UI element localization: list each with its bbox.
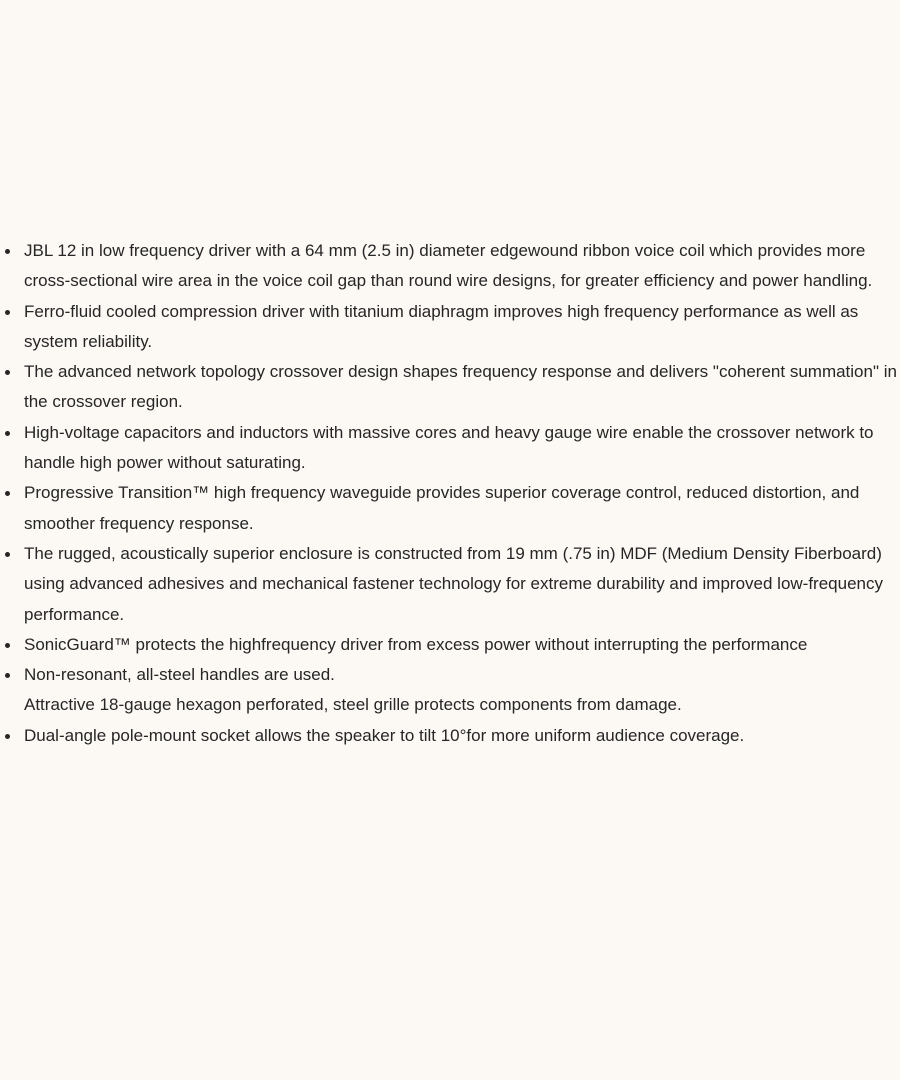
feature-text: SonicGuard™ protects the highfrequency driver from excess power without interrupting the performance [24, 634, 808, 654]
list-item [0, 357, 900, 418]
list-item [0, 297, 900, 358]
feature-text: JBL 12 in low frequency driver with a 64 mm (2.5 in) diameter edgewound ribbon voice coil which provides more cross-sectional wire area in the voice coil gap than round wire designs, for greater efficiency and power handling. [24, 241, 873, 291]
list-item [0, 721, 900, 751]
feature-list [0, 236, 900, 751]
feature-text: Non-resonant, all-steel handles are used. [24, 665, 335, 685]
feature-text: Progressive Transition™ high frequency waveguide provides superior coverage control, reduced distortion, and smoother frequency response. [24, 483, 860, 533]
list-item [0, 539, 900, 630]
feature-text: The advanced network topology crossover design shapes frequency response and delivers "coherent summation" in the crossover region. [24, 362, 897, 412]
list-item [0, 660, 900, 721]
feature-text: High-voltage capacitors and inductors with massive cores and heavy gauge wire enable the crossover network to handle high power without saturating. [24, 422, 874, 473]
list-item [0, 418, 900, 479]
list-item [0, 236, 900, 297]
list-item [0, 478, 900, 539]
list-item [0, 630, 900, 660]
feature-text: The rugged, acoustically superior enclosure is constructed from 19 mm (.75 in) MDF (Medium Density Fiberboard) using advanced adhesives and mechanical fastener technology for extreme durability and improved low-frequency performance. [24, 543, 883, 624]
feature-text: Ferro-fluid cooled compression driver with titanium diaphragm improves high frequency performance as well as system reliability. [24, 301, 859, 351]
product-features [0, 236, 900, 751]
feature-text: Dual-angle pole-mount socket allows the speaker to tilt 10°for more uniform audience coverage. [24, 725, 745, 745]
feature-continuation-text: Attractive 18-gauge hexagon perforated, steel grille protects components from damage. [24, 695, 682, 715]
